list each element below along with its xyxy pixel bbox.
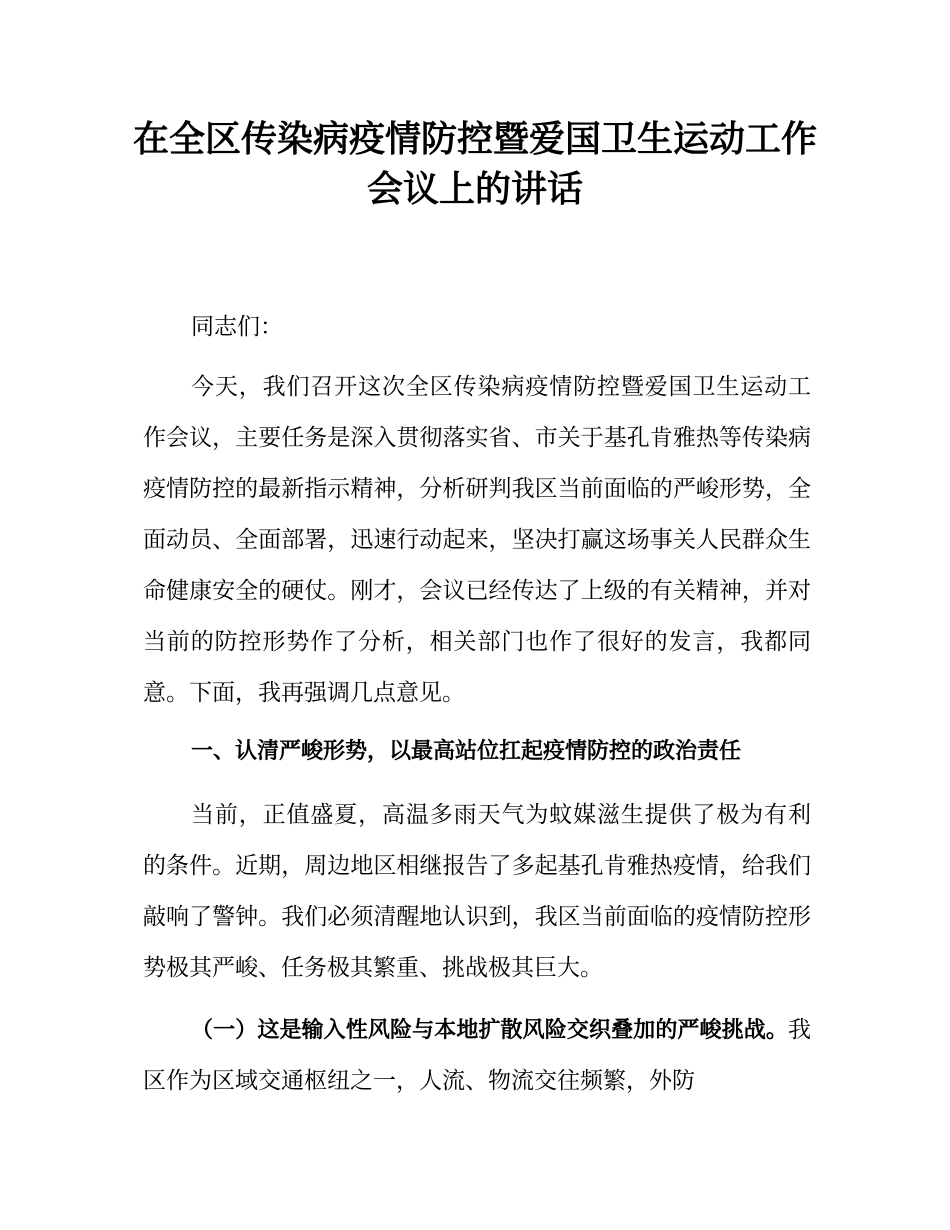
section-heading-1: 一、认清严峻形势，以最高站位扛起疫情防控的政治责任 bbox=[191, 739, 742, 764]
paragraph-3 bbox=[143, 1005, 811, 1107]
salutation: 同志们： bbox=[191, 314, 283, 340]
paragraph-3-text: 我区作为区域交通枢纽之一，人流、物流交往频繁，外防 bbox=[143, 1017, 811, 1094]
document-title-line-2: 会议上的讲话 bbox=[366, 169, 583, 210]
paragraph-2: 当前，正值盛夏，高温多雨天气为蚊媒滋生提供了极为有利的条件。近期，周边地区相继报告了多起基孔肯雅热疫情，给我们敲响了警钟。我们必须清醒地认识到，我区当前面临的疫情防控形势极其严峻、任务极其繁重、挑战极其巨大。 bbox=[143, 802, 811, 981]
document-title-line-1: 在全区传染病疫情防控暨爱国卫生运动工作 bbox=[132, 119, 817, 160]
subsection-heading-1: （一）这是输入性风险与本地扩散风险交织叠加的严峻挑战。 bbox=[191, 1018, 788, 1043]
paragraph-1: 今天，我们召开这次全区传染病疫情防控暨爱国卫生运动工作会议，主要任务是深入贯彻落实省、市关于基孔肯雅热等传染病疫情防控的最新指示精神，分析研判我区当前面临的严峻形势，全面动员、全面部署，迅速行动起来，坚决打赢这场事关人民群众生命健康安全的硬仗。刚才，会议已经传达了上级的有关精神，并对当前的防控形势作了分析，相关部门也作了很好的发言，我都同意。下面，我再强调几点意见。 bbox=[143, 374, 811, 706]
